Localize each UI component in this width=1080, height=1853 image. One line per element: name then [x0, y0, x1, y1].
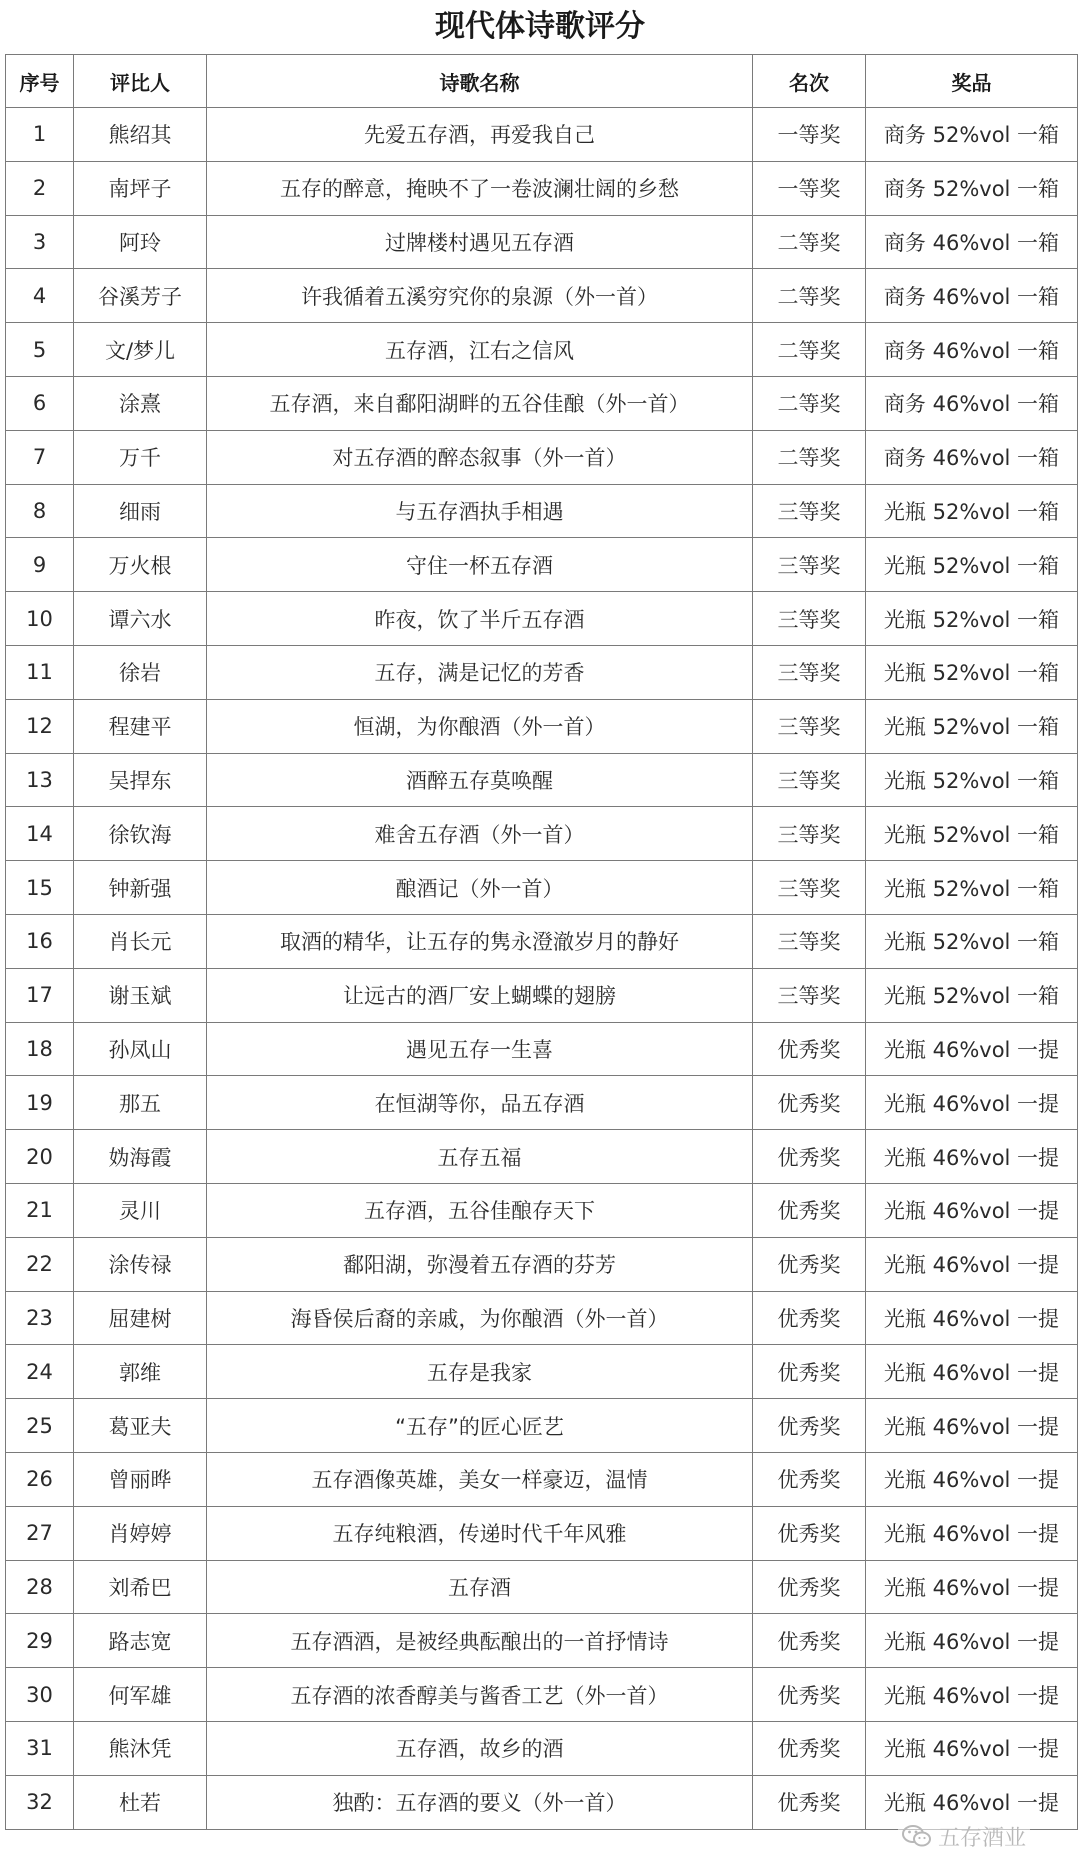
table-row	[6, 1668, 1078, 1722]
table-row	[6, 323, 1078, 377]
cell-no: 13	[6, 753, 74, 807]
cell-prize: 光瓶 52%vol 一箱	[866, 699, 1078, 753]
header-judge: 评比人	[74, 55, 207, 108]
cell-judge: 曾丽晔	[74, 1452, 207, 1506]
cell-poem: 酿酒记（外一首）	[207, 861, 753, 915]
cell-poem: 五存，满是记忆的芳香	[207, 645, 753, 699]
cell-poem: 五存酒，江右之信风	[207, 323, 753, 377]
cell-rank: 优秀奖	[753, 1560, 866, 1614]
award-table	[5, 54, 1078, 1830]
table-row	[6, 1291, 1078, 1345]
table-row	[6, 861, 1078, 915]
table-row	[6, 1345, 1078, 1399]
cell-rank: 三等奖	[753, 861, 866, 915]
cell-prize: 商务 46%vol 一箱	[866, 269, 1078, 323]
cell-judge: 杜若	[74, 1775, 207, 1829]
table-row	[6, 161, 1078, 215]
cell-rank: 优秀奖	[753, 1291, 866, 1345]
table-body	[6, 108, 1078, 1830]
table-row	[6, 108, 1078, 162]
page-title: 现代体诗歌评分	[435, 9, 645, 44]
cell-poem: 鄱阳湖，弥漫着五存酒的芬芳	[207, 1237, 753, 1291]
cell-prize: 光瓶 52%vol 一箱	[866, 592, 1078, 646]
cell-judge: 路志宽	[74, 1614, 207, 1668]
cell-poem: 许我循着五溪穷究你的泉源（外一首）	[207, 269, 753, 323]
cell-rank: 二等奖	[753, 215, 866, 269]
cell-judge: 谢玉斌	[74, 968, 207, 1022]
cell-prize: 光瓶 46%vol 一提	[866, 1237, 1078, 1291]
cell-judge: 万火根	[74, 538, 207, 592]
cell-poem: “五存”的匠心匠艺	[207, 1399, 753, 1453]
table-row	[6, 807, 1078, 861]
cell-rank: 优秀奖	[753, 1183, 866, 1237]
cell-judge: 葛亚夫	[74, 1399, 207, 1453]
cell-prize: 光瓶 46%vol 一提	[866, 1506, 1078, 1560]
cell-no: 12	[6, 699, 74, 753]
cell-rank: 优秀奖	[753, 1130, 866, 1184]
cell-no: 17	[6, 968, 74, 1022]
cell-judge: 肖婷婷	[74, 1506, 207, 1560]
cell-rank: 三等奖	[753, 914, 866, 968]
cell-rank: 优秀奖	[753, 1721, 866, 1775]
cell-poem: 昨夜，饮了半斤五存酒	[207, 592, 753, 646]
cell-judge: 徐钦海	[74, 807, 207, 861]
table-row	[6, 1130, 1078, 1184]
cell-no: 26	[6, 1452, 74, 1506]
cell-rank: 优秀奖	[753, 1345, 866, 1399]
cell-no: 15	[6, 861, 74, 915]
cell-poem: 五存酒	[207, 1560, 753, 1614]
cell-rank: 一等奖	[753, 108, 866, 162]
table-row	[6, 376, 1078, 430]
wechat-icon	[902, 1824, 932, 1848]
cell-rank: 优秀奖	[753, 1076, 866, 1130]
cell-judge: 细雨	[74, 484, 207, 538]
cell-judge: 熊绍其	[74, 108, 207, 162]
cell-judge: 妫海霞	[74, 1130, 207, 1184]
table-row	[6, 1183, 1078, 1237]
cell-rank: 优秀奖	[753, 1399, 866, 1453]
cell-no: 30	[6, 1668, 74, 1722]
cell-no: 14	[6, 807, 74, 861]
cell-judge: 屈建树	[74, 1291, 207, 1345]
cell-prize: 光瓶 46%vol 一提	[866, 1614, 1078, 1668]
cell-judge: 灵川	[74, 1183, 207, 1237]
cell-poem: 过牌楼村遇见五存酒	[207, 215, 753, 269]
cell-prize: 光瓶 52%vol 一箱	[866, 645, 1078, 699]
cell-prize: 光瓶 46%vol 一提	[866, 1076, 1078, 1130]
cell-poem: 五存酒，故乡的酒	[207, 1721, 753, 1775]
cell-prize: 光瓶 52%vol 一箱	[866, 807, 1078, 861]
cell-judge: 谭六水	[74, 592, 207, 646]
cell-poem: 取酒的精华，让五存的隽永澄澈岁月的静好	[207, 914, 753, 968]
cell-no: 1	[6, 108, 74, 162]
table-row	[6, 1452, 1078, 1506]
header-prize: 奖品	[866, 55, 1078, 108]
cell-judge: 郭维	[74, 1345, 207, 1399]
table-row	[6, 968, 1078, 1022]
cell-no: 28	[6, 1560, 74, 1614]
cell-prize: 光瓶 52%vol 一箱	[866, 861, 1078, 915]
cell-judge: 南坪子	[74, 161, 207, 215]
cell-prize: 商务 46%vol 一箱	[866, 323, 1078, 377]
cell-no: 8	[6, 484, 74, 538]
cell-judge: 涂熹	[74, 376, 207, 430]
cell-prize: 光瓶 52%vol 一箱	[866, 538, 1078, 592]
cell-no: 20	[6, 1130, 74, 1184]
cell-no: 7	[6, 430, 74, 484]
cell-no: 2	[6, 161, 74, 215]
cell-rank: 三等奖	[753, 968, 866, 1022]
cell-no: 31	[6, 1721, 74, 1775]
table-row	[6, 1560, 1078, 1614]
cell-prize: 商务 52%vol 一箱	[866, 108, 1078, 162]
cell-rank: 优秀奖	[753, 1022, 866, 1076]
table-row	[6, 699, 1078, 753]
cell-rank: 三等奖	[753, 538, 866, 592]
table-row	[6, 1506, 1078, 1560]
cell-rank: 三等奖	[753, 645, 866, 699]
table-row	[6, 753, 1078, 807]
cell-judge: 熊沐凭	[74, 1721, 207, 1775]
cell-no: 32	[6, 1775, 74, 1829]
cell-no: 16	[6, 914, 74, 968]
table-row	[6, 592, 1078, 646]
cell-prize: 光瓶 46%vol 一提	[866, 1775, 1078, 1829]
cell-poem: 恒湖，为你酿酒（外一首）	[207, 699, 753, 753]
cell-poem: 五存纯粮酒，传递时代千年风雅	[207, 1506, 753, 1560]
table-row	[6, 1775, 1078, 1829]
header-rank: 名次	[753, 55, 866, 108]
cell-rank: 优秀奖	[753, 1452, 866, 1506]
table-row	[6, 484, 1078, 538]
cell-no: 11	[6, 645, 74, 699]
cell-rank: 三等奖	[753, 753, 866, 807]
cell-rank: 二等奖	[753, 269, 866, 323]
cell-no: 24	[6, 1345, 74, 1399]
cell-judge: 万千	[74, 430, 207, 484]
cell-rank: 优秀奖	[753, 1668, 866, 1722]
cell-no: 27	[6, 1506, 74, 1560]
cell-no: 18	[6, 1022, 74, 1076]
cell-rank: 一等奖	[753, 161, 866, 215]
cell-rank: 二等奖	[753, 376, 866, 430]
cell-poem: 五存酒，五谷佳酿存天下	[207, 1183, 753, 1237]
cell-judge: 徐岩	[74, 645, 207, 699]
cell-prize: 光瓶 52%vol 一箱	[866, 484, 1078, 538]
cell-prize: 商务 46%vol 一箱	[866, 215, 1078, 269]
cell-judge: 程建平	[74, 699, 207, 753]
watermark-text: 五存酒业	[938, 1825, 1027, 1851]
table-row	[6, 645, 1078, 699]
cell-prize: 光瓶 46%vol 一提	[866, 1721, 1078, 1775]
cell-no: 10	[6, 592, 74, 646]
cell-judge: 谷溪芳子	[74, 269, 207, 323]
cell-prize: 光瓶 46%vol 一提	[866, 1022, 1078, 1076]
cell-poem: 对五存酒的醉态叙事（外一首）	[207, 430, 753, 484]
cell-poem: 遇见五存一生喜	[207, 1022, 753, 1076]
cell-rank: 优秀奖	[753, 1237, 866, 1291]
cell-poem: 酒醉五存莫唤醒	[207, 753, 753, 807]
cell-rank: 优秀奖	[753, 1506, 866, 1560]
cell-prize: 商务 52%vol 一箱	[866, 161, 1078, 215]
cell-poem: 五存酒，来自鄱阳湖畔的五谷佳酿（外一首）	[207, 376, 753, 430]
cell-judge: 涂传禄	[74, 1237, 207, 1291]
cell-prize: 光瓶 46%vol 一提	[866, 1452, 1078, 1506]
cell-poem: 五存酒的浓香醇美与酱香工艺（外一首）	[207, 1668, 753, 1722]
table-row	[6, 1076, 1078, 1130]
cell-rank: 二等奖	[753, 430, 866, 484]
cell-rank: 优秀奖	[753, 1775, 866, 1829]
cell-prize: 光瓶 52%vol 一箱	[866, 914, 1078, 968]
cell-poem: 五存酒像英雄，美女一样豪迈，温情	[207, 1452, 753, 1506]
table-row	[6, 1237, 1078, 1291]
cell-prize: 光瓶 52%vol 一箱	[866, 753, 1078, 807]
cell-no: 29	[6, 1614, 74, 1668]
table-header-row	[6, 55, 1078, 108]
header-no: 序号	[6, 55, 74, 108]
table-row	[6, 1399, 1078, 1453]
cell-prize: 光瓶 46%vol 一提	[866, 1560, 1078, 1614]
cell-rank: 二等奖	[753, 323, 866, 377]
cell-poem: 独酌：五存酒的要义（外一首）	[207, 1775, 753, 1829]
cell-no: 22	[6, 1237, 74, 1291]
cell-no: 25	[6, 1399, 74, 1453]
cell-rank: 优秀奖	[753, 1614, 866, 1668]
cell-judge: 钟新强	[74, 861, 207, 915]
table-row	[6, 269, 1078, 323]
table-row	[6, 538, 1078, 592]
cell-no: 4	[6, 269, 74, 323]
cell-prize: 光瓶 46%vol 一提	[866, 1291, 1078, 1345]
cell-poem: 五存酒酒，是被经典酝酿出的一首抒情诗	[207, 1614, 753, 1668]
cell-rank: 三等奖	[753, 807, 866, 861]
cell-rank: 三等奖	[753, 699, 866, 753]
cell-judge: 吴捍东	[74, 753, 207, 807]
cell-poem: 在恒湖等你，品五存酒	[207, 1076, 753, 1130]
cell-judge: 阿玲	[74, 215, 207, 269]
cell-no: 5	[6, 323, 74, 377]
cell-prize: 光瓶 46%vol 一提	[866, 1130, 1078, 1184]
cell-prize: 光瓶 46%vol 一提	[866, 1183, 1078, 1237]
table-row	[6, 1721, 1078, 1775]
cell-poem: 五存五福	[207, 1130, 753, 1184]
cell-poem: 海昏侯后裔的亲戚，为你酿酒（外一首）	[207, 1291, 753, 1345]
cell-poem: 先爱五存酒，再爱我自己	[207, 108, 753, 162]
table-row	[6, 215, 1078, 269]
cell-prize: 光瓶 46%vol 一提	[866, 1399, 1078, 1453]
table-row	[6, 430, 1078, 484]
cell-poem: 五存的醉意，掩映不了一卷波澜壮阔的乡愁	[207, 161, 753, 215]
cell-rank: 三等奖	[753, 592, 866, 646]
cell-poem: 让远古的酒厂安上蝴蝶的翅膀	[207, 968, 753, 1022]
cell-judge: 孙凤山	[74, 1022, 207, 1076]
cell-judge: 那五	[74, 1076, 207, 1130]
cell-judge: 何军雄	[74, 1668, 207, 1722]
cell-no: 21	[6, 1183, 74, 1237]
cell-no: 3	[6, 215, 74, 269]
cell-no: 6	[6, 376, 74, 430]
cell-prize: 商务 46%vol 一箱	[866, 430, 1078, 484]
cell-prize: 商务 46%vol 一箱	[866, 376, 1078, 430]
table-row	[6, 1022, 1078, 1076]
cell-no: 9	[6, 538, 74, 592]
cell-prize: 光瓶 52%vol 一箱	[866, 968, 1078, 1022]
cell-no: 23	[6, 1291, 74, 1345]
cell-judge: 刘希巴	[74, 1560, 207, 1614]
cell-rank: 三等奖	[753, 484, 866, 538]
table-row	[6, 1614, 1078, 1668]
cell-no: 19	[6, 1076, 74, 1130]
cell-prize: 光瓶 46%vol 一提	[866, 1345, 1078, 1399]
cell-judge: 文/梦儿	[74, 323, 207, 377]
cell-poem: 守住一杯五存酒	[207, 538, 753, 592]
cell-poem: 五存是我家	[207, 1345, 753, 1399]
cell-poem: 与五存酒执手相遇	[207, 484, 753, 538]
watermark	[898, 1822, 1030, 1850]
header-poem: 诗歌名称	[207, 55, 753, 108]
cell-poem: 难舍五存酒（外一首）	[207, 807, 753, 861]
cell-judge: 肖长元	[74, 914, 207, 968]
table-row	[6, 914, 1078, 968]
cell-prize: 光瓶 46%vol 一提	[866, 1668, 1078, 1722]
